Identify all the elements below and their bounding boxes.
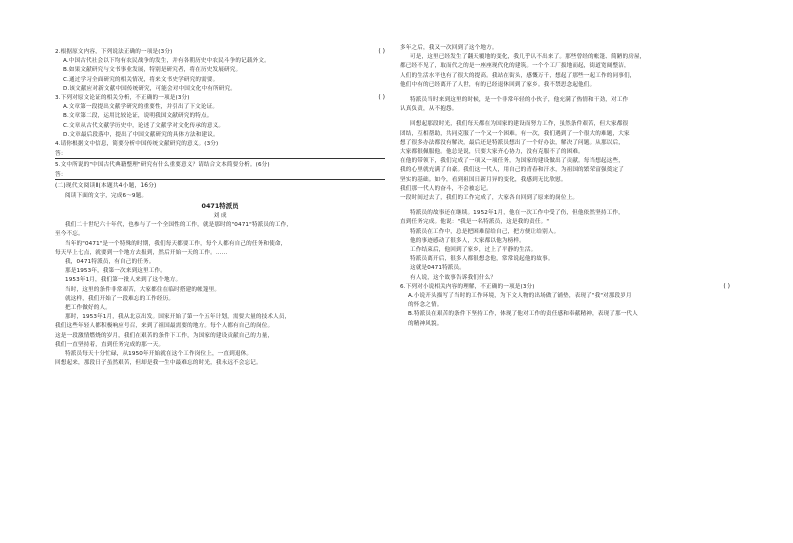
left-column: [55, 48, 385, 368]
paragraph-line: 一段时间过去了，我们的工作完成了，大家各自回到了原来的岗位上。: [400, 195, 579, 202]
answer-paren: ( ): [378, 48, 385, 55]
paragraph-line: 直到任务完成。他说："我是一名特派员，这是我的责任。": [400, 219, 550, 226]
paragraph-line: 想了很多办法都没有解决，最后还是特派员想出了一个好办法，解决了问题。从那以后，: [400, 139, 625, 146]
option-b: B.文章第二段，运用比较论证，说明我国文献研究的特点。: [63, 113, 213, 120]
story-author: 刘 成: [213, 213, 227, 220]
paragraph-line: 我们那一代人的奋斗，不会被忘记。: [400, 185, 492, 192]
right-column: [400, 44, 730, 329]
reading-instruction: 阅读下面的文字，完成6～9题。: [65, 192, 148, 199]
option-a: A.小说开头描写了当时的工作环境，为下文人物的出场做了铺垫，表现了"我"对那段岁月: [408, 293, 632, 300]
answer-paren: ( ): [378, 94, 385, 102]
paragraph-line: 工作结束后，他回到了家乡，过上了平静的生活。: [410, 247, 537, 254]
paragraph-line: 人们的生活水平也有了很大的提高。我站在街头，感慨万千，想起了那些一起工作的同事们，: [400, 72, 636, 79]
section-subtitle: 把工作做好的人。: [65, 304, 111, 311]
paragraph-line: 当年的"0471"是一个特殊的时期，我们每天都要工作，每个人都有自己的任务和使命，: [65, 240, 287, 247]
option-c: C.文章从古代文献学历史中，论述了文献学对文化传承的意义。: [63, 122, 225, 129]
paragraph-line: 坚实的基础。如今，看到祖国日新月异的变化，我感到无比欣慰。: [400, 176, 567, 183]
paragraph-line: 特派员在工作中，总是把困难留给自己，把方便让给别人。: [410, 228, 560, 235]
paragraph-line: 特派员每天十分忙碌，从1950年开始就在这个工作岗位上，一直到退休。: [65, 350, 253, 357]
paragraph-line: 那时，1953年1月，我从北京出发。国家开始了第一个五年计划，需要大量的技术人员，: [65, 314, 291, 321]
paragraph-line: 当时，这里的条件非常艰苦，大家都住在临时搭建的帐篷里。: [65, 286, 221, 293]
story-body: [55, 221, 385, 368]
story-title: 0471特派员: [201, 202, 239, 211]
paragraph-line: 这就是0471特派员。: [410, 265, 466, 272]
paragraph-line: 我们二十世纪六十年代，也参与了一个全国性的工作，就是那时的"0471"特派员的工作，: [65, 222, 293, 229]
question-2: [55, 48, 385, 94]
paragraph-line: 特派员当时来到这里的时候，是一个非常年轻的小伙子，他充满了热情和干劲，对工作: [410, 97, 629, 104]
paragraph-line: 回想起来，那段日子虽然艰苦，但却是我一生中最难忘的时光，我永远不会忘记。: [55, 360, 262, 367]
question-2-stem: 2.根据原文内容，下列说法正确的一项是(3分): [55, 49, 173, 55]
paragraph-line: 我们这些年轻人都积极响应号召，来到了祖国最需要的地方。每个人都有自己的岗位。: [55, 323, 274, 330]
question-4: [55, 140, 385, 159]
paragraph-line: 每天早上七点，就要到一个地方去报到，然后开始一天的工作。……: [55, 249, 228, 256]
paragraph-line: 在他的带领下，我们完成了一项又一项任务，为国家的建设做出了贡献。每当想起这些，: [400, 158, 625, 165]
paragraph-line: 团结，互相帮助，共同克服了一个又一个困难。有一次，我们遇到了一个很大的难题，大家: [400, 130, 630, 137]
paragraph-line: 可是，这里已经发生了翻天覆地的变化，我几乎认不出来了。那些曾经的帐篷、简陋的房屋，: [410, 54, 646, 61]
story-continued: [400, 44, 730, 283]
paragraph-line: 这是一段激情燃烧的岁月，我们在艰苦的条件下工作，为国家的建设贡献自己的力量，: [55, 332, 274, 339]
option-c: C.通过学习全面研究的相关情况，将来文书史学研究的需要。: [63, 76, 219, 83]
paragraph-line: 我们一直坚持着，直到任务完成的那一天。: [55, 341, 165, 348]
paragraph-line: 那是1953年，我第一次来到这里工作。: [65, 268, 166, 275]
question-3-stem: 3.下列对原文论证的相关分析，不正确的一项是(3分): [55, 95, 190, 102]
question-6-stem: 6.下列对小说相关内容的理解，不正确的一项是(3分): [400, 283, 535, 290]
option-b: B.如果文献研究与文书事业发展，特别是研究者，将在历史发展研究。: [63, 67, 242, 74]
option-a-cont: 的怀念之情。: [408, 302, 443, 309]
option-a: A.文章第一段提出文献学研究的重要性，并引出了下文论证。: [63, 104, 219, 111]
paragraph-line: 有人说，这个故事告诉我们什么？: [410, 274, 497, 281]
option-b: B.特派员在艰苦的条件下坚持工作，体现了他对工作的责任感和奉献精神，表现了那一代人: [408, 311, 638, 318]
paragraph-line: 就这样，我们开始了一段难忘的工作经历。: [65, 295, 175, 302]
paragraph-line: 都已经不见了，取而代之的是一座座现代化的建筑。一个个工厂拔地而起，街道宽阔整洁，: [400, 63, 630, 70]
option-d: D.该文献应对新文献中国传统研究，可能会对中国文化中有所研究。: [63, 85, 236, 92]
option-d: D.文章最后段落中，提出了中国文献研究的具体方法和建议。: [63, 131, 219, 138]
paragraph-line: 我，0471特派员，有自己的任务。: [65, 258, 155, 265]
section-heading: (二)现代文阅读Ⅱ(本题共4小题，16分): [55, 183, 157, 190]
paragraph-line: 他们中有的已经离开了人世，有的已经退休回到了家乡。我不禁思念起他们。: [400, 81, 596, 88]
paragraph-line: 特派员的故事还在继续。1952年1月，他在一次工作中受了伤，但他依然坚持工作，: [410, 210, 624, 217]
paragraph-line: 认真负责，从不抱怨。: [400, 106, 458, 113]
question-5: [55, 161, 385, 180]
option-b-cont: 的精神风貌。: [408, 320, 443, 327]
paragraph-line: 1953年1月，我们第一批人来到了这个地方。: [65, 277, 182, 284]
paragraph-line: 大家都很佩服他。他总是说，只要大家齐心协力，没有克服不了的困难。: [400, 149, 584, 156]
question-6: [400, 283, 730, 329]
answer-paren: ( ): [723, 282, 730, 290]
option-a: A.中国古代社会以下均有农民战争的发生，并有各朝历史中农民斗争的记载外文。: [63, 58, 270, 65]
question-5-stem: 5.文中所说的"中国古代典籍整理"研究有什么重要意义？请结合文本简要分析。(6分): [55, 162, 270, 169]
paragraph-line: 至今不忘。: [55, 231, 84, 238]
paragraph-line: 特派员离开后，很多人都很想念他，常常说起他的故事。: [410, 256, 554, 263]
question-3: [55, 94, 385, 140]
question-4-stem: 4.请你根据文中信息，简要分析中国传统文献研究的意义。(3分): [55, 141, 219, 148]
paragraph-line: 多年之后，我又一次回到了这个地方。: [400, 45, 498, 51]
answer-line[interactable]: 答：: [55, 171, 385, 180]
paragraph-line: 他的事迹感动了很多人，大家都以他为榜样。: [410, 237, 525, 244]
answer-line[interactable]: 答：: [55, 150, 385, 159]
paragraph-line: 我的心里就充满了自豪。我们这一代人，用自己的青春和汗水，为祖国的繁荣富强奠定了: [400, 167, 625, 174]
paragraph-line: 回想起那段时光，我们每天都在为国家的建设而努力工作，虽然条件艰苦，但大家都很: [410, 121, 629, 128]
